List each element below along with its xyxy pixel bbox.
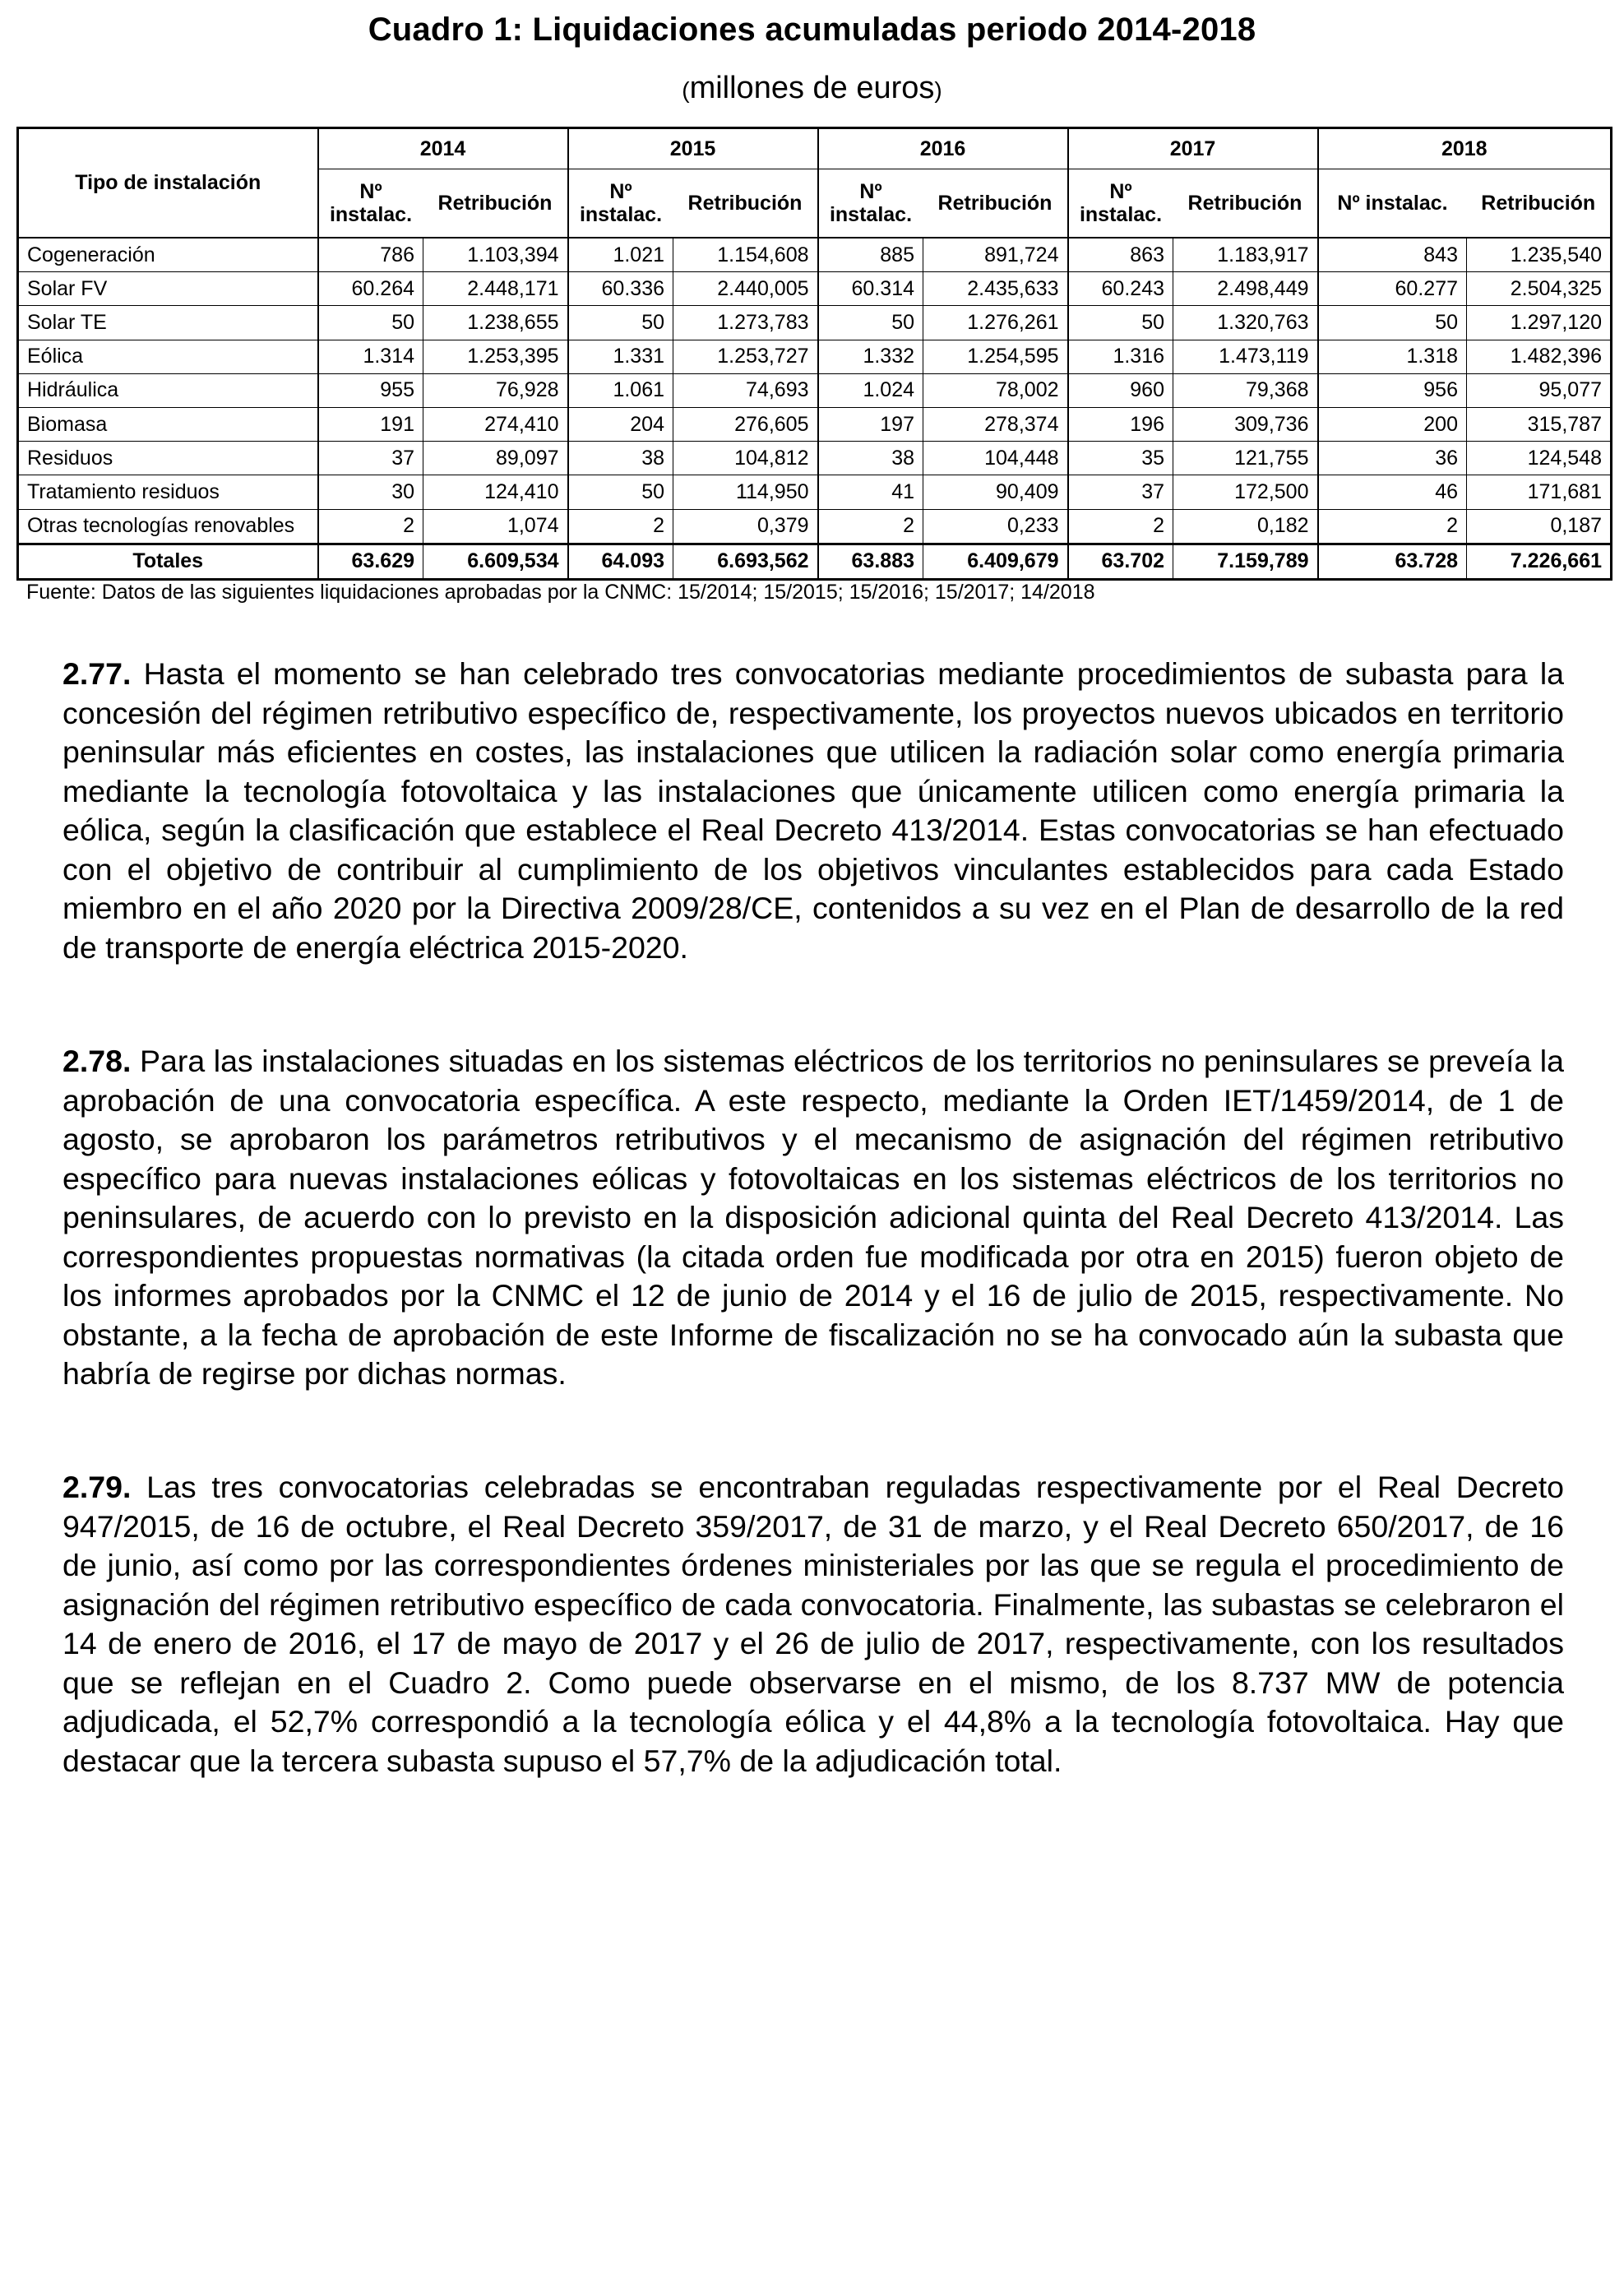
row-label: Eólica (18, 340, 318, 373)
cell-retribucion: 0,233 (923, 509, 1068, 544)
cell-n-instalac: 2 (568, 509, 673, 544)
paragraph-number: 2.77. (62, 656, 132, 691)
cell-n-instalac: 960 (1068, 373, 1173, 407)
cell-n-instalac: 60.264 (318, 272, 423, 306)
cell-retribucion: 1.273,783 (673, 306, 818, 340)
cell-retribucion: 95,077 (1467, 373, 1612, 407)
table-row (18, 373, 1612, 407)
cell-n-instalac: 843 (1318, 238, 1467, 272)
cell-n-instalac: 885 (818, 238, 923, 272)
cell-retribucion: 1.320,763 (1173, 306, 1318, 340)
cell-n-instalac: 1.332 (818, 340, 923, 373)
cell-n-instalac: 50 (318, 306, 423, 340)
cell-retribucion: 1.482,396 (1467, 340, 1612, 373)
table-source: Fuente: Datos de las siguientes liquidaciones aprobadas por la CNMC: 15/2014; 15/2015; 15/2016; 15/2017; 14/2018 (26, 581, 1095, 604)
col-header-n-instalac: Nº instalac. (318, 169, 423, 238)
cell-retribucion: 79,368 (1173, 373, 1318, 407)
cell-retribucion: 278,374 (923, 407, 1068, 441)
cell-n-instalac: 63.629 (318, 544, 423, 579)
cell-retribucion: 171,681 (1467, 475, 1612, 509)
cell-retribucion: 2.448,171 (423, 272, 568, 306)
cell-retribucion: 274,410 (423, 407, 568, 441)
cell-n-instalac: 204 (568, 407, 673, 441)
cell-retribucion: 7.159,789 (1173, 544, 1318, 579)
cell-n-instalac: 863 (1068, 238, 1173, 272)
cell-retribucion: 276,605 (673, 407, 818, 441)
cell-retribucion: 6.609,534 (423, 544, 568, 579)
cell-retribucion: 6.693,562 (673, 544, 818, 579)
cell-n-instalac: 30 (318, 475, 423, 509)
cell-n-instalac: 1.314 (318, 340, 423, 373)
cell-n-instalac: 50 (818, 306, 923, 340)
cell-retribucion: 2.498,449 (1173, 272, 1318, 306)
cell-n-instalac: 2 (818, 509, 923, 544)
col-header-retribucion: Retribución (1481, 192, 1596, 215)
cell-retribucion: 124,410 (423, 475, 568, 509)
table-title: Cuadro 1: Liquidaciones acumuladas periodo 2014-2018 (368, 12, 1256, 48)
paragraph-2-79 (62, 1468, 1564, 1781)
cell-n-instalac: 36 (1318, 442, 1467, 475)
cell-n-instalac: 37 (318, 442, 423, 475)
cell-retribucion: 1.254,595 (923, 340, 1068, 373)
cell-retribucion: 1.154,608 (673, 238, 818, 272)
cell-n-instalac: 1.331 (568, 340, 673, 373)
cell-retribucion: 121,755 (1173, 442, 1318, 475)
year-header: 2017 (1068, 128, 1318, 169)
cell-n-instalac: 197 (818, 407, 923, 441)
table-units-text: millones de euros (689, 71, 935, 105)
cell-n-instalac: 1.318 (1318, 340, 1467, 373)
cell-n-instalac: 60.336 (568, 272, 673, 306)
table-row (18, 407, 1612, 441)
row-label: Residuos (18, 442, 318, 475)
col-header-n-instalac: Nº instalac. (1318, 169, 1467, 238)
cell-retribucion: 315,787 (1467, 407, 1612, 441)
cell-retribucion: 1.473,119 (1173, 340, 1318, 373)
cell-n-instalac: 46 (1318, 475, 1467, 509)
row-label: Tratamiento residuos (18, 475, 318, 509)
cell-retribucion: 1.183,917 (1173, 238, 1318, 272)
cell-n-instalac: 1.316 (1068, 340, 1173, 373)
cell-n-instalac: 956 (1318, 373, 1467, 407)
cell-retribucion: 74,693 (673, 373, 818, 407)
row-label: Biomasa (18, 407, 318, 441)
table-row (18, 306, 1612, 340)
liquidaciones-table (16, 127, 1612, 581)
cell-retribucion: 124,548 (1467, 442, 1612, 475)
col-header-retribucion: Retribución (1187, 192, 1302, 215)
cell-retribucion: 2.440,005 (673, 272, 818, 306)
cell-retribucion: 1,074 (423, 509, 568, 544)
row-label: Otras tecnologías renovables (18, 509, 318, 544)
cell-n-instalac: 200 (1318, 407, 1467, 441)
cell-n-instalac: 1.061 (568, 373, 673, 407)
cell-n-instalac: 63.702 (1068, 544, 1173, 579)
totals-row (18, 544, 1612, 579)
col-header-retribucion: Retribución (437, 192, 553, 215)
col-header-retribucion: Retribución (937, 192, 1053, 215)
cell-retribucion: 1.235,540 (1467, 238, 1612, 272)
cell-n-instalac: 191 (318, 407, 423, 441)
table-row (18, 509, 1612, 544)
cell-n-instalac: 50 (568, 475, 673, 509)
paragraph-2-78 (62, 1042, 1564, 1394)
table-row (18, 340, 1612, 373)
cell-n-instalac: 786 (318, 238, 423, 272)
cell-n-instalac: 38 (818, 442, 923, 475)
col-header-retribucion: Retribución (687, 192, 803, 215)
paragraph-text: Hasta el momento se han celebrado tres convocatorias mediante procedimientos de subasta para la concesión del régimen retributivo específico de, respectivamente, los proyectos nuevos ubicados en territorio peninsular más eficientes en costes, las instalaciones que utilicen la radiación solar como energía primaria mediante la tecnología fotovoltaica y las instalaciones que únicamente utilicen como energía primaria la eólica, según la clasificación que establece el Real Decreto 413/2014. Estas convocatorias se han efectuado con el objetivo de contribuir al cumplimiento de los objetivos vinculantes establecidos para cada Estado miembro en el año 2020 por la Directiva 2009/28/CE, contenidos a su vez en el Plan de desarrollo de la red de transporte de energía eléctrica 2015-2020. (62, 656, 1565, 965)
cell-n-instalac: 955 (318, 373, 423, 407)
cell-retribucion: 104,448 (923, 442, 1068, 475)
cell-retribucion: 309,736 (1173, 407, 1318, 441)
row-label: Solar TE (18, 306, 318, 340)
row-label: Hidráulica (18, 373, 318, 407)
table-units: (millones de euros) (682, 71, 942, 105)
cell-n-instalac: 60.314 (818, 272, 923, 306)
table-body (18, 238, 1612, 579)
paragraph-number: 2.79. (62, 1470, 132, 1504)
year-header: 2018 (1318, 128, 1612, 169)
cell-n-instalac: 196 (1068, 407, 1173, 441)
cell-retribucion: 78,002 (923, 373, 1068, 407)
year-header: 2015 (568, 128, 818, 169)
cell-n-instalac: 1.021 (568, 238, 673, 272)
cell-retribucion: 6.409,679 (923, 544, 1068, 579)
cell-n-instalac: 2 (1068, 509, 1173, 544)
cell-retribucion: 172,500 (1173, 475, 1318, 509)
cell-n-instalac: 37 (1068, 475, 1173, 509)
paragraph-text: Las tres convocatorias celebradas se encontraban reguladas respectivamente por el Real Decreto 947/2015, de 16 de octubre, el Real Decreto 359/2017, de 31 de marzo, y el Real Decreto 650/2017, de 16 de junio, así como por las correspondientes órdenes ministeriales por las que se regula el procedimiento de asignación del régimen retributivo específico de cada convocatoria. Finalmente, las subastas se celebraron el 14 de enero de 2016, el 17 de mayo de 2017 y el 26 de julio de 2017, respectivamente, con los resultados que se reflejan en el Cuadro 2. Como puede observarse en el mismo, de los 8.737 MW de potencia adjudicada, el 52,7% correspondió a la tecnología eólica y el 44,8% a la tecnología fotovoltaica. Hay que destacar que la tercera subasta supuso el 57,7% de la adjudicación total. (62, 1470, 1565, 1778)
year-header: 2016 (818, 128, 1068, 169)
year-header: 2014 (318, 128, 568, 169)
cell-n-instalac: 35 (1068, 442, 1173, 475)
cell-retribucion: 1.103,394 (423, 238, 568, 272)
col-header-n-instalac: Nº instalac. (818, 169, 923, 238)
cell-retribucion: 1.253,395 (423, 340, 568, 373)
cell-retribucion: 0,379 (673, 509, 818, 544)
cell-retribucion: 2.504,325 (1467, 272, 1612, 306)
cell-n-instalac: 60.277 (1318, 272, 1467, 306)
cell-retribucion: 1.238,655 (423, 306, 568, 340)
cell-n-instalac: 41 (818, 475, 923, 509)
cell-retribucion: 76,928 (423, 373, 568, 407)
cell-n-instalac: 2 (1318, 509, 1467, 544)
cell-retribucion: 1.276,261 (923, 306, 1068, 340)
col-header-n-instalac: Nº instalac. (1068, 169, 1173, 238)
cell-n-instalac: 1.024 (818, 373, 923, 407)
cell-n-instalac: 63.883 (818, 544, 923, 579)
row-label: Totales (18, 544, 318, 579)
header-tipo: Tipo de instalación (18, 128, 318, 238)
row-label: Solar FV (18, 272, 318, 306)
cell-n-instalac: 63.728 (1318, 544, 1467, 579)
cell-retribucion: 104,812 (673, 442, 818, 475)
cell-retribucion: 114,950 (673, 475, 818, 509)
table-row (18, 238, 1612, 272)
cell-retribucion: 891,724 (923, 238, 1068, 272)
col-header-n-instalac: Nº instalac. (568, 169, 673, 238)
cell-n-instalac: 38 (568, 442, 673, 475)
cell-retribucion: 1.253,727 (673, 340, 818, 373)
cell-n-instalac: 50 (1318, 306, 1467, 340)
table-row (18, 475, 1612, 509)
cell-n-instalac: 64.093 (568, 544, 673, 579)
cell-retribucion: 7.226,661 (1467, 544, 1612, 579)
cell-retribucion: 0,187 (1467, 509, 1612, 544)
paragraph-text: Para las instalaciones situadas en los sistemas eléctricos de los territorios no peninsulares se preveía la aprobación de una convocatoria específica. A este respecto, mediante la Orden IET/1459/2014, de 1 de agosto, se aprobaron los parámetros retributivos y el mecanismo de asignación del régimen retributivo específico para nuevas instalaciones eólicas y fotovoltaicas en los sistemas eléctricos de los territorios no peninsulares, de acuerdo con lo previsto en la disposición adicional quinta del Real Decreto 413/2014. Las correspondientes propuestas normativas (la citada orden fue modificada por otra en 2015) fueron objeto de los informes aprobados por la CNMC el 12 de junio de 2014 y el 16 de julio de 2015, respectivamente. No obstante, a la fecha de aprobación de este Informe de fiscalización no se ha convocado aún la subasta que habría de regirse por dichas normas. (62, 1044, 1564, 1391)
cell-n-instalac: 2 (318, 509, 423, 544)
cell-retribucion: 90,409 (923, 475, 1068, 509)
paragraph-number: 2.78. (62, 1044, 132, 1078)
cell-n-instalac: 50 (568, 306, 673, 340)
row-label: Cogeneración (18, 238, 318, 272)
cell-retribucion: 1.297,120 (1467, 306, 1612, 340)
cell-retribucion: 0,182 (1173, 509, 1318, 544)
paragraph-2-77 (62, 655, 1564, 967)
cell-n-instalac: 50 (1068, 306, 1173, 340)
cell-retribucion: 89,097 (423, 442, 568, 475)
year-header-row (18, 128, 1612, 169)
table-row (18, 442, 1612, 475)
cell-retribucion: 2.435,633 (923, 272, 1068, 306)
table-row (18, 272, 1612, 306)
cell-n-instalac: 60.243 (1068, 272, 1173, 306)
